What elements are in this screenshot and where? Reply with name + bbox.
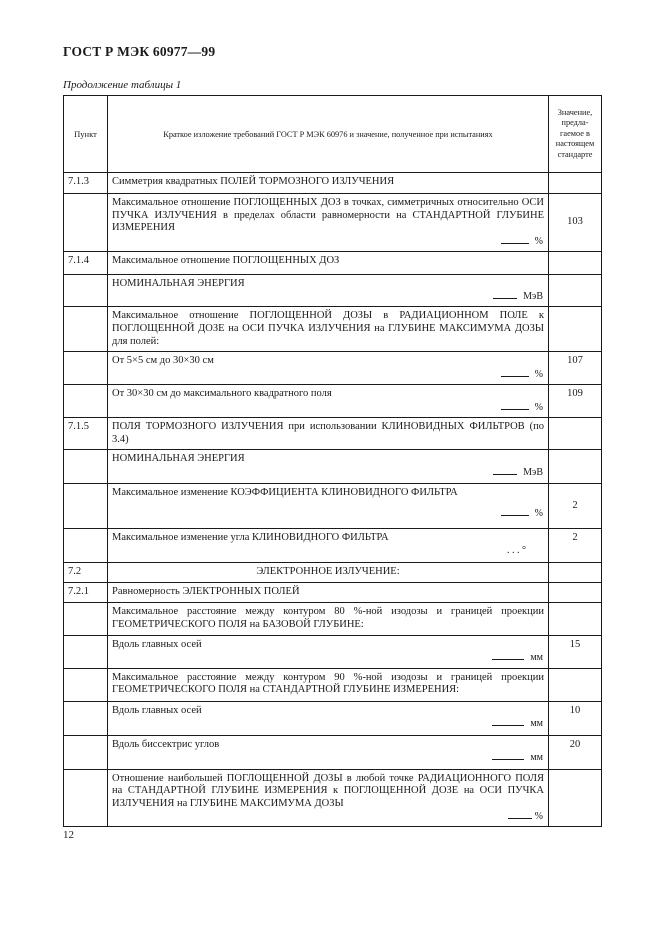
row-value	[549, 307, 602, 352]
table-row	[64, 583, 602, 603]
table-row	[64, 194, 602, 252]
table-row	[64, 563, 602, 583]
table-row	[64, 484, 602, 529]
row-unit: МэВ	[523, 466, 543, 478]
row-unit-line	[112, 290, 544, 303]
fill-in-blank	[501, 401, 529, 410]
row-unit: %	[534, 401, 543, 413]
row-text	[108, 563, 549, 583]
row-unit: мм	[530, 718, 543, 730]
column-header-clause: Пункт	[64, 96, 108, 173]
row-value	[549, 603, 602, 635]
row-text	[108, 484, 549, 529]
column-header-description: Краткое изложение требований ГОСТ Р МЭК 60976 и значение, полученное при испытаниях	[108, 96, 549, 173]
row-unit-line	[112, 751, 544, 764]
row-clause	[64, 307, 108, 352]
row-text	[108, 668, 549, 701]
row-clause: 7.2.1	[64, 583, 108, 603]
row-unit-line	[112, 368, 544, 381]
row-text	[108, 274, 549, 307]
row-text	[108, 385, 549, 418]
fill-in-blank	[501, 507, 529, 516]
row-clause	[64, 352, 108, 385]
row-clause	[64, 701, 108, 735]
row-unit-line	[112, 401, 544, 414]
row-clause	[64, 484, 108, 529]
table-header-row	[64, 96, 602, 173]
row-unit-line	[112, 651, 544, 664]
row-value	[549, 274, 602, 307]
row-clause: 7.2	[64, 563, 108, 583]
row-text-content: От 30×30 см до максимального квадратного поля	[112, 388, 332, 400]
row-value	[549, 668, 602, 701]
row-value	[549, 769, 602, 827]
row-text-content: Максимальное изменение КОЭФФИЦИЕНТА КЛИНОВИДНОГО ФИЛЬТРА	[112, 487, 458, 499]
table-row	[64, 701, 602, 735]
row-clause	[64, 385, 108, 418]
row-unit: мм	[530, 652, 543, 664]
row-unit: %	[534, 235, 543, 247]
row-value	[549, 418, 602, 450]
row-clause	[64, 635, 108, 668]
row-value: 2	[549, 529, 602, 563]
fill-in-blank	[492, 751, 524, 760]
fill-in-blank	[493, 466, 517, 475]
row-value	[549, 450, 602, 484]
row-unit: мм	[530, 752, 543, 764]
row-clause: 7.1.4	[64, 251, 108, 274]
document-header: ГОСТ Р МЭК 60977—99	[63, 44, 216, 59]
table-row	[64, 274, 602, 307]
table-row	[64, 735, 602, 769]
row-value: 109	[549, 385, 602, 418]
row-text-content: НОМИНАЛЬНАЯ ЭНЕРГИЯ	[112, 453, 245, 465]
row-clause	[64, 529, 108, 563]
row-clause	[64, 668, 108, 701]
row-clause	[64, 603, 108, 635]
row-text	[108, 583, 549, 603]
row-text	[108, 450, 549, 484]
row-text	[108, 635, 549, 668]
row-text-content: НОМИНАЛЬНАЯ ЭНЕРГИЯ	[112, 277, 245, 289]
row-value: 103	[549, 194, 602, 252]
row-unit-line	[112, 466, 544, 479]
row-text-content: Максимальное отношение ПОГЛОЩЕННЫХ ДОЗ в точках, симметричных относительно ОСИ ПУЧКА ИЗЛУЧЕНИЯ в пределах области равномерности на СТАНДАРТНОЙ ГЛУБИНЕ ИЗМЕРЕНИЯ	[112, 197, 544, 234]
row-unit-line	[112, 717, 544, 730]
row-text-content: Максимальное расстояние между контуром 90 %-ной изодозы и границей проекции ГЕОМЕТРИЧЕСКОГО ПОЛЯ на СТАНДАРТНОЙ ГЛУБИНЕ ИЗМЕРЕНИЯ:	[112, 671, 544, 696]
row-value: 2	[549, 484, 602, 529]
requirements-table	[63, 95, 602, 827]
row-value	[549, 583, 602, 603]
row-clause	[64, 769, 108, 827]
row-text	[108, 769, 549, 827]
table-row	[64, 385, 602, 418]
row-clause	[64, 450, 108, 484]
row-value	[549, 251, 602, 274]
table-row	[64, 603, 602, 635]
fill-in-blank	[492, 717, 524, 726]
row-value	[549, 563, 602, 583]
row-value: 15	[549, 635, 602, 668]
row-value: 107	[549, 352, 602, 385]
row-clause	[64, 274, 108, 307]
row-text	[108, 251, 549, 274]
table-continuation-caption: Продолжение таблицы 1	[63, 79, 182, 91]
table-row	[64, 352, 602, 385]
row-unit-line	[112, 507, 544, 520]
row-text	[108, 173, 549, 194]
row-text	[108, 307, 549, 352]
row-text-content: Максимальное отношение ПОГЛОЩЕННЫХ ДОЗ	[112, 254, 340, 266]
row-text-content: Максимальное отношение ПОГЛОЩЕННОЙ ДОЗЫ в РАДИАЦИОННОМ ПОЛЕ к ПОГЛОЩЕННОЙ ДОЗЕ на ОСИ ПУЧКА ИЗЛУЧЕНИЯ на ГЛУБИНЕ МАКСИМУМА ДОЗЫ для полей:	[112, 310, 544, 347]
row-text	[108, 194, 549, 252]
row-unit-line	[112, 235, 544, 248]
row-value: 20	[549, 735, 602, 769]
row-clause: 7.1.5	[64, 418, 108, 450]
column-header-value: Значение, предла-гаемое в настоящем стандарте	[549, 96, 602, 173]
row-unit: %	[534, 507, 543, 519]
row-text-content: ПОЛЯ ТОРМОЗНОГО ИЗЛУЧЕНИЯ при использовании КЛИНОВИДНЫХ ФИЛЬТРОВ (по 3.4)	[112, 421, 544, 445]
row-text-content: От 5×5 см до 30×30 см	[112, 355, 214, 367]
row-unit: %	[534, 368, 543, 380]
row-text-content: Вдоль главных осей	[112, 704, 202, 716]
row-unit: МэВ	[523, 291, 543, 303]
row-text-content: Равномерность ЭЛЕКТРОННЫХ ПОЛЕЙ	[112, 586, 300, 598]
row-clause: 7.1.3	[64, 173, 108, 194]
table-row	[64, 450, 602, 484]
table-row	[64, 635, 602, 668]
row-text	[108, 529, 549, 563]
row-text-content: Максимальное расстояние между контуром 80 %-ной изодозы и границей проекции ГЕОМЕТРИЧЕСКОГО ПОЛЯ на БАЗОВОЙ ГЛУБИНЕ:	[112, 606, 544, 630]
row-text-content: Максимальное изменение угла КЛИНОВИДНОГО ФИЛЬТРА	[112, 532, 389, 544]
fill-in-blank	[493, 290, 517, 299]
fill-in-blank	[501, 368, 529, 377]
table-row	[64, 251, 602, 274]
row-clause	[64, 194, 108, 252]
row-unit: %	[534, 811, 543, 823]
table-row	[64, 668, 602, 701]
row-text-content: Отношение наибольшей ПОГЛОЩЕННОЙ ДОЗЫ в любой точке РАДИАЦИОННОГО ПОЛЯ на СТАНДАРТНОЙ ГЛУБИНЕ ИЗМЕРЕНИЯ к ПОГЛОЩЕННОЙ ДОЗЕ на ОСИ ПУЧКА ИЗЛУЧЕНИЯ на ГЛУБИНЕ МАКСИМУМА ДОЗЫ	[112, 772, 544, 809]
row-text	[108, 352, 549, 385]
fill-in-blank	[492, 651, 524, 660]
row-text	[108, 701, 549, 735]
row-text	[108, 418, 549, 450]
row-text-content: Вдоль биссектрис углов	[112, 738, 220, 750]
table-row	[64, 529, 602, 563]
row-value	[549, 173, 602, 194]
page-number: 12	[63, 829, 74, 841]
fill-in-blank	[501, 235, 529, 244]
row-unit: . . . °	[507, 544, 526, 556]
row-text	[108, 735, 549, 769]
table-row	[64, 173, 602, 194]
row-unit-line	[112, 810, 544, 823]
row-value: 10	[549, 701, 602, 735]
row-text-content: ЭЛЕКТРОННОЕ ИЗЛУЧЕНИЕ:	[256, 566, 400, 578]
row-text	[108, 603, 549, 635]
row-text-content: Вдоль главных осей	[112, 638, 202, 650]
row-unit-line	[112, 545, 544, 557]
fill-in-blank	[508, 810, 532, 819]
table-row	[64, 307, 602, 352]
table-row	[64, 418, 602, 450]
table-row	[64, 769, 602, 827]
row-clause	[64, 735, 108, 769]
row-text-content: Симметрия квадратных ПОЛЕЙ ТОРМОЗНОГО ИЗЛУЧЕНИЯ	[112, 176, 395, 187]
